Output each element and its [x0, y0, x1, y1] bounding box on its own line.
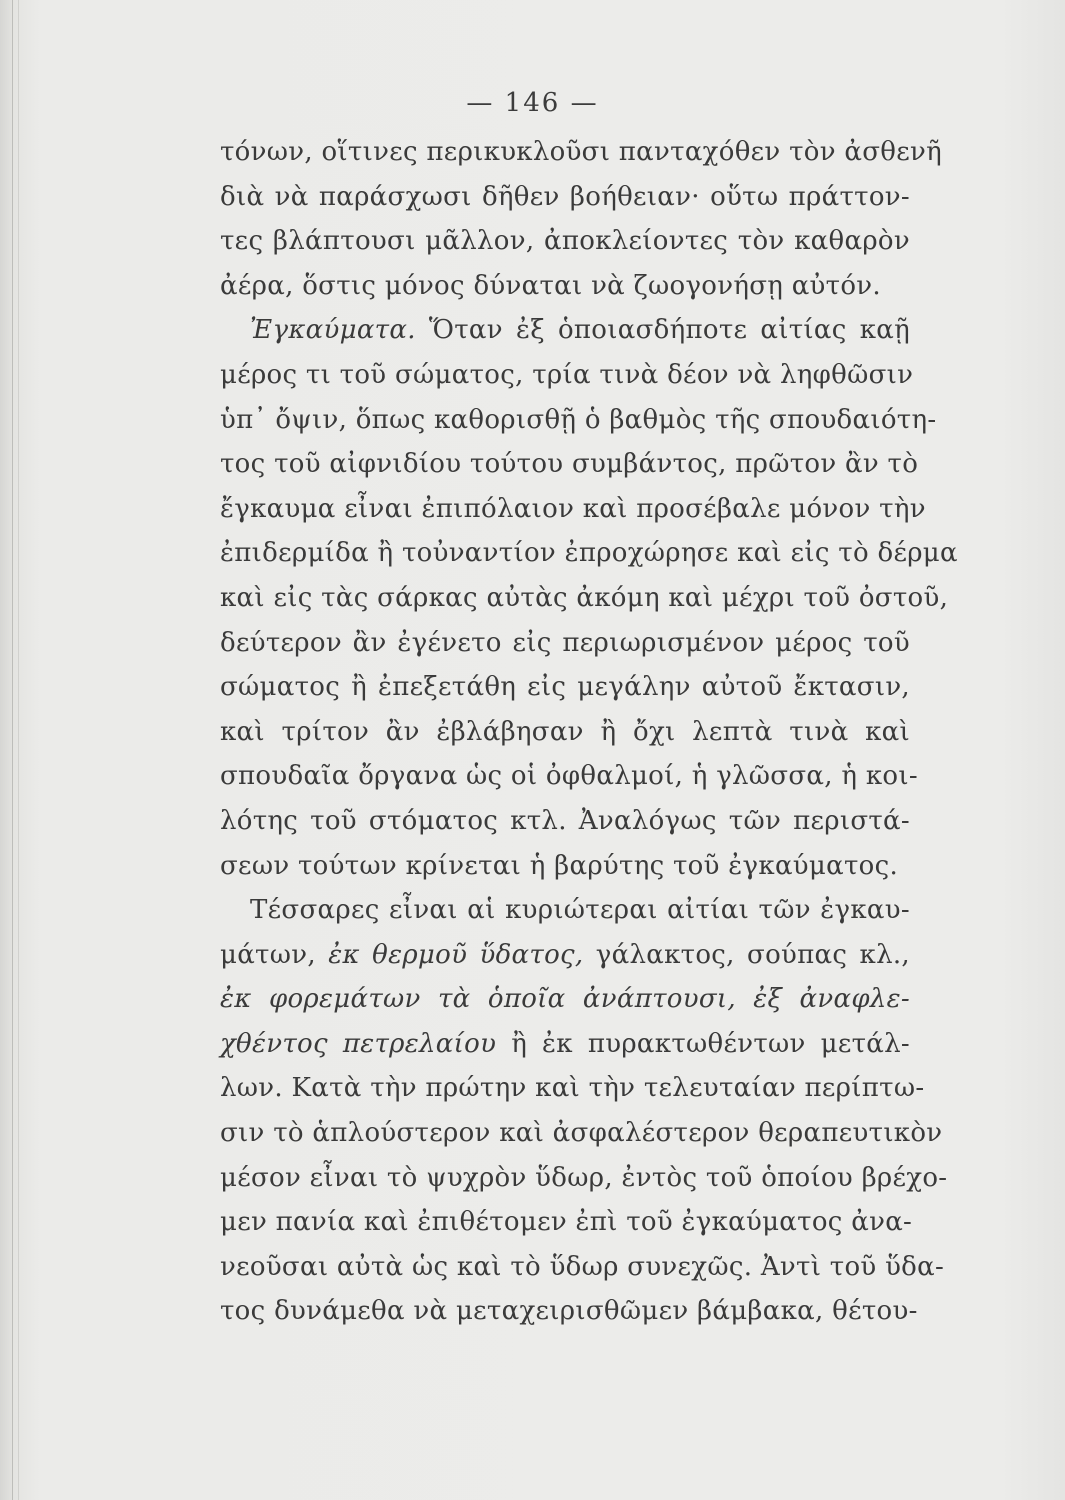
text-segment: ἔγκαυμα εἶναι ἐπιπόλαιον καὶ προσέβαλε μόνον τὴν	[220, 493, 926, 524]
italic-text-segment: ἐκ θερμοῦ ὕδατος,	[328, 939, 584, 970]
text-line	[220, 398, 937, 443]
text-segment: λων. Κατὰ τὴν πρώτην καὶ τὴν τελευταίαν περίπτω-	[220, 1073, 925, 1104]
text-line	[220, 710, 910, 755]
text-segment: τος τοῦ αἰφνιδίου τούτου συμβάντος, πρῶτον ἂν τὸ	[220, 449, 919, 480]
text-segment: σπουδαῖα ὄργανα ὡς οἱ ὀφθαλμοί, ἡ γλῶσσα, ἡ κοι-	[220, 761, 918, 792]
text-line	[220, 977, 910, 1022]
text-line	[220, 799, 910, 844]
italic-text-segment: χθέντος πετρελαίου	[220, 1028, 497, 1059]
text-segment: γάλακτος, σούπας κλ.,	[583, 939, 910, 970]
text-segment: σιν τὸ ἁπλούστερον καὶ ἀσφαλέστερον θεραπευτικὸν	[220, 1118, 943, 1149]
text-line	[220, 308, 910, 353]
text-line	[220, 1245, 945, 1290]
italic-text-segment: Ἐγκαύματα.	[250, 315, 416, 346]
text-segment: τος δυνάμεθα νὰ μεταχειρισθῶμεν βάμβακα, θέτου-	[220, 1296, 918, 1327]
text-line	[220, 130, 943, 175]
text-line	[220, 1156, 948, 1201]
text-line	[220, 1200, 913, 1245]
text-line	[220, 665, 910, 710]
text-line	[220, 576, 949, 621]
text-segment: σώματος ἢ ἐπεξετάθη εἰς μεγάλην αὐτοῦ ἔκτασιν,	[220, 672, 910, 703]
text-segment: καὶ τρίτον ἂν ἐβλάβησαν ἢ ὄχι λεπτὰ τινὰ καὶ	[220, 716, 910, 747]
text-segment: μέσον εἶναι τὸ ψυχρὸν ὕδωρ, ἐντὸς τοῦ ὁποίου βρέχο-	[220, 1162, 948, 1193]
text-line	[220, 933, 910, 978]
text-line	[220, 442, 919, 487]
text-segment: ἐπιδερμίδα ἢ τοὐναντίον ἐπροχώρησε καὶ εἰς τὸ δέρμα	[220, 538, 958, 569]
text-segment: καὶ εἰς τὰς σάρκας αὐτὰς ἀκόμη καὶ μέχρι τοῦ ὀστοῦ,	[220, 582, 949, 613]
text-segment: λότης τοῦ στόματος κτλ. Ἀναλόγως τῶν περιστά-	[220, 805, 910, 836]
text-segment: τες βλάπτουσι μᾶλλον, ἀποκλείοντες τὸν καθαρὸν	[220, 226, 910, 257]
text-line	[220, 264, 910, 309]
italic-text-segment: ἐκ φορεμάτων τὰ ὁποῖα ἀνάπτουσι, ἐξ ἀναφλε-	[220, 984, 910, 1015]
text-segment: τόνων, οἵτινες περικυκλοῦσι πανταχόθεν τὸν ἀσθενῆ	[220, 137, 943, 167]
text-line	[220, 353, 914, 398]
text-line	[220, 531, 958, 576]
text-segment: ὑπ᾽ ὄψιν, ὅπως καθορισθῇ ὁ βαθμὸς τῆς σπουδαιότη-	[220, 404, 937, 435]
text-segment: Τέσσαρες εἶναι αἱ κυριώτεραι αἰτίαι τῶν ἐγκαυ-	[250, 895, 910, 926]
text-line	[220, 175, 910, 220]
page-edge-line	[12, 0, 13, 1500]
text-segment: μάτων,	[220, 939, 329, 970]
text-segment: μεν πανία καὶ ἐπιθέτομεν ἐπὶ τοῦ ἐγκαύματος ἀνα-	[220, 1207, 913, 1238]
text-segment: διὰ νὰ παράσχωσι δῆθεν βοήθειαν· οὕτω πράττον-	[220, 181, 910, 212]
text-line	[220, 487, 926, 532]
text-segment: ἢ ἐκ πυρακτωθέντων μετάλ-	[496, 1028, 910, 1059]
text-segment: ἀέρα, ὅστις μόνος δύναται νὰ ζωογονήσῃ αὐτόν.	[220, 270, 881, 301]
text-line	[220, 1289, 918, 1334]
text-line	[220, 844, 910, 889]
text-line	[220, 1066, 925, 1111]
page-edge-line	[18, 0, 19, 1500]
text-line	[220, 754, 918, 799]
body-text	[220, 130, 958, 1334]
text-line	[220, 888, 910, 933]
text-segment: νεοῦσαι αὐτὰ ὡς καὶ τὸ ὕδωρ συνεχῶς. Ἀντὶ τοῦ ὕδα-	[220, 1251, 945, 1282]
text-line	[220, 219, 910, 264]
text-line	[220, 1022, 910, 1067]
text-line	[220, 621, 910, 666]
text-segment: μέρος τι τοῦ σώματος, τρία τινὰ δέον νὰ ληφθῶσιν	[220, 359, 914, 390]
text-segment: σεων τούτων κρίνεται ἡ βαρύτης τοῦ ἐγκαύματος.	[220, 850, 899, 881]
text-line	[220, 1111, 943, 1156]
text-segment: δεύτερον ἂν ἐγένετο εἰς περιωρισμένον μέρος τοῦ	[220, 627, 910, 658]
page-number: — 146 —	[466, 88, 599, 118]
text-segment: Ὅταν ἐξ ὁποιασδήποτε αἰτίας καῇ	[415, 315, 910, 346]
